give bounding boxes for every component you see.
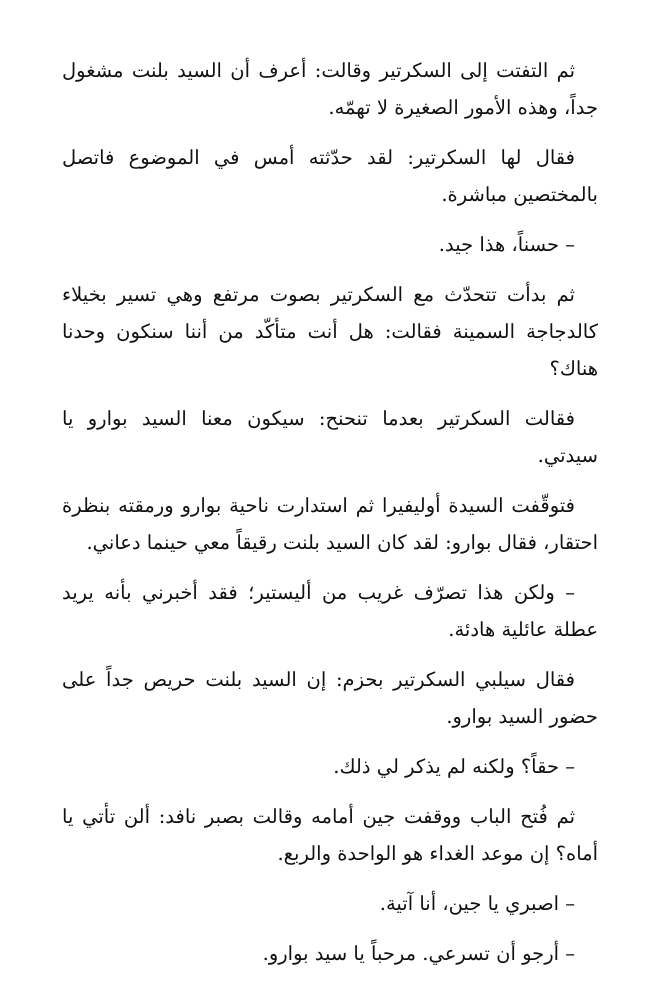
paragraph: فقالت السكرتير بعدما تنحنح: سيكون معنا السيد بوارو يا سيدتي.: [62, 407, 598, 467]
paragraph: ثم فُتح الباب ووقفت جين أمامه وقالت بصبر نافد: ألن تأتي يا أماه؟ إن موعد الغداء هو الواحدة والربع.: [62, 805, 598, 865]
paragraph: ثم التفتت إلى السكرتير وقالت: أعرف أن السيد بلنت مشغول جداً، وهذه الأمور الصغيرة لا تهمّه.: [62, 59, 598, 119]
paragraph: فتوقّفت السيدة أوليفيرا ثم استدارت ناحية بوارو ورمقته بنظرة احتقار، فقال بوارو: لقد كان السيد بلنت رقيقاً معي حينما دعاني.: [62, 494, 598, 554]
dialogue-line: – حقاً؟ ولكنه لم يذكر لي ذلك.: [333, 755, 575, 778]
paragraph: ثم بدأت تتحدّث مع السكرتير بصوت مرتفع وهي تسير بخيلاء كالدجاجة السمينة فقالت: هل أنت متأكّد من أننا سنكون وحدنا هناك؟: [62, 283, 598, 380]
paragraph: فقال سيلبي السكرتير بحزم: إن السيد بلنت حريص جداً على حضور السيد بوارو.: [62, 668, 598, 728]
dialogue-line: – أرجو أن تسرعي. مرحباً يا سيد بوارو.: [262, 942, 575, 965]
paragraph: فقال لها السكرتير: لقد حدّثته أمس في الموضوع فاتصل بالمختصين مباشرة.: [62, 146, 598, 206]
dialogue-line: – ولكن هذا تصرّف غريب من أليستير؛ فقد أخبرني بأنه يريد عطلة عائلية هادئة.: [62, 581, 598, 641]
dialogue-line: – اصبري يا جين، أنا آتية.: [379, 892, 575, 915]
book-page-text: [62, 52, 598, 985]
dialogue-line: – حسناً، هذا جيد.: [438, 233, 575, 256]
